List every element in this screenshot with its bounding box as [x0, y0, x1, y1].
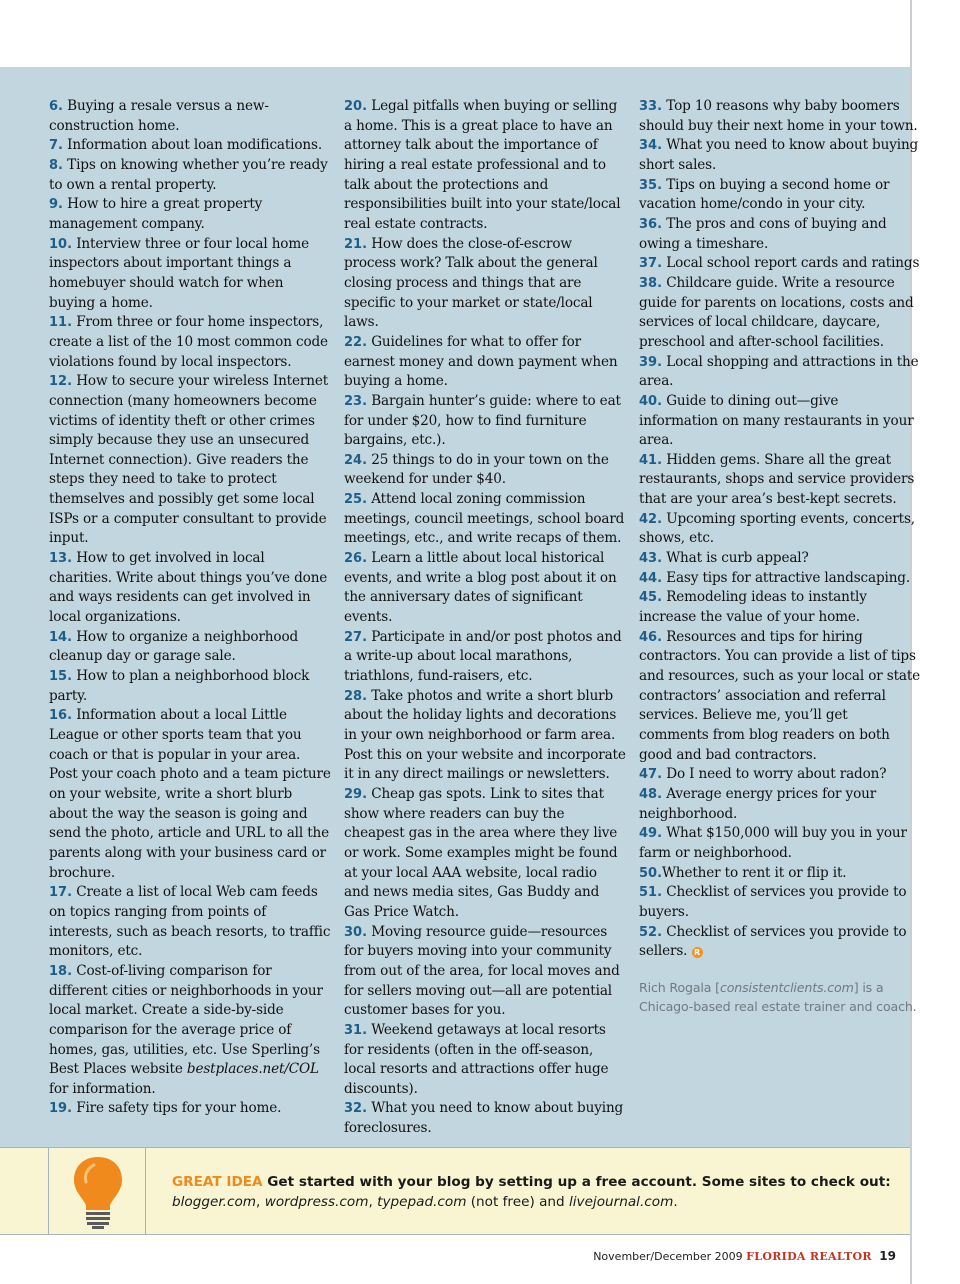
- item-number: 38.: [639, 275, 663, 291]
- item-number: 47.: [639, 767, 663, 783]
- item-number: 31.: [344, 1022, 368, 1038]
- list-item: 51. Checklist of services you provide to buyers.: [639, 884, 907, 920]
- list-item: 26. Learn a little about local historical events, and write a blog post about it on the anniversary dates of significant events.: [344, 550, 617, 626]
- item-number: 46.: [639, 629, 663, 645]
- list-item: 23. Bargain hunter’s guide: where to eat for under $20, how to find furniture bargains, etc.).: [344, 392, 621, 449]
- item-number: 18.: [49, 963, 73, 979]
- great-idea-sites: blogger.com, wordpress.com, typepad.com (not free) and livejournal.com.: [172, 1194, 678, 1210]
- item-number: 14.: [49, 629, 73, 645]
- great-idea-site: livejournal.com: [568, 1194, 674, 1210]
- list-item: 41. Hidden gems. Share all the great restaurants, shops and service providers that are your area’s best-kept secrets.: [639, 451, 915, 508]
- list-item: 22. Guidelines for what to offer for earnest money and down payment when buying a home.: [344, 333, 618, 390]
- item-number: 6.: [49, 99, 63, 114]
- footer-date: November/December 2009: [593, 1250, 743, 1263]
- item-number: 13.: [49, 551, 73, 567]
- item-number: 22.: [344, 334, 368, 350]
- item-number: 32.: [344, 1101, 368, 1117]
- item-number: 19.: [49, 1101, 73, 1117]
- item-number: 33.: [639, 99, 663, 114]
- great-idea-heading: GREAT IDEA: [172, 1174, 263, 1190]
- item-number: 48.: [639, 786, 663, 802]
- item-number: 43.: [639, 551, 663, 567]
- great-idea-site: typepad.com: [377, 1194, 467, 1210]
- list-item: 40. Guide to dining out—give information on many restaurants in your area.: [639, 392, 914, 449]
- footer-magazine: FLORIDA REALTOR: [746, 1250, 872, 1263]
- item-number: 17.: [49, 885, 73, 901]
- list-item: 42. Upcoming sporting events, concerts, shows, etc.: [639, 510, 915, 547]
- item-number: 45.: [639, 590, 663, 606]
- item-number: 39.: [639, 354, 663, 370]
- list-item: 33. Top 10 reasons why baby boomers should buy their next home in your town.: [639, 98, 918, 134]
- list-item: 29. Cheap gas spots. Link to sites that show where readers can buy the cheapest gas in the area where they live or work. Some examples might be found at your local AAA website, local radio and news media sites, Gas Buddy and Gas Price Watch.: [344, 785, 618, 920]
- list-item: 38. Childcare guide. Write a resource guide for parents on locations, costs and services of local childcare, daycare, preschool and after-school facilities.: [639, 274, 914, 350]
- list-item: 37. Local school report cards and ratings: [639, 255, 920, 272]
- item-number: 30.: [344, 924, 368, 940]
- page-number: 19: [879, 1249, 896, 1263]
- item-number: 35.: [639, 177, 663, 193]
- item-number: 8.: [49, 157, 63, 173]
- item-number: 36.: [639, 216, 663, 232]
- item-number: 37.: [639, 256, 663, 272]
- item-number: 27.: [344, 629, 368, 645]
- list-item: 7. Information about loan modifications.: [49, 137, 323, 154]
- list-item: 10. Interview three or four local home inspectors about important things a homebuyer should watch for when buying a home.: [49, 235, 309, 311]
- item-number: 50.: [639, 865, 663, 881]
- author-bio-site: consistentclients.com: [719, 979, 854, 995]
- item-number: 7.: [49, 138, 63, 154]
- item-number: 42.: [639, 511, 663, 527]
- author-bio-name: Rich Rogala [: [639, 979, 720, 995]
- item-number: 20.: [344, 99, 368, 114]
- column-3: [639, 97, 921, 1017]
- great-idea-site: blogger.com: [172, 1194, 257, 1210]
- item-number: 41.: [639, 452, 663, 468]
- item-number: 16.: [49, 708, 73, 724]
- great-idea-site: wordpress.com: [264, 1194, 369, 1210]
- item-number: 40.: [639, 393, 663, 409]
- great-idea-text: [172, 1172, 892, 1212]
- list-item: 39. Local shopping and attractions in the area.: [639, 353, 919, 390]
- list-item: 13. How to get involved in local charities. Write about things you’ve done and ways residents can get involved in local organizations.: [49, 550, 328, 626]
- item-number: 34.: [639, 138, 663, 154]
- list-item: 25. Attend local zoning commission meetings, council meetings, school board meetings, etc., and write recaps of them.: [344, 491, 625, 547]
- list-item: 11. From three or four home inspectors, create a list of the 10 most common code violations found by local inspectors.: [49, 314, 328, 370]
- author-bio-rest: ] is a Chicago-based real estate trainer and coach.: [639, 979, 917, 1015]
- list-item: 28. Take photos and write a short blurb about the holiday lights and decorations in your own neighborhood or farm area. Post this on your website and incorporate it in any direct mailings or newsletters.: [344, 687, 626, 783]
- item-number: 21.: [344, 236, 368, 252]
- list-item: 49. What $150,000 will buy you in your farm or neighborhood.: [639, 825, 907, 861]
- item-number: 15.: [49, 669, 73, 685]
- list-item: 24. 25 things to do in your town on the weekend for under $40.: [344, 451, 609, 488]
- item-link: bestplaces.net/COL: [186, 1061, 319, 1078]
- list-item: 44. Easy tips for attractive landscaping.: [639, 569, 911, 586]
- item-number: 25.: [344, 492, 368, 508]
- item-number: 10.: [49, 236, 73, 252]
- list-item: 27. Participate in and/or post photos and a write-up about local marathons, triathlons, fund-raisers, etc.: [344, 628, 622, 685]
- list-item: 19. Fire safety tips for your home.: [49, 1100, 282, 1117]
- realtor-end-mark-icon: R: [692, 947, 703, 958]
- item-number: 12.: [49, 374, 73, 390]
- list-item: 52. Checklist of services you provide to sellers. R: [639, 923, 907, 960]
- list-item: 36. The pros and cons of buying and owing a timeshare.: [639, 215, 887, 252]
- list-item: 17. Create a list of local Web cam feeds on topics ranging from points of interests, such as beach resorts, to traffic monitors, etc.: [49, 884, 331, 960]
- item-number: 29.: [344, 786, 368, 802]
- list-item: 8. Tips on knowing whether you’re ready to own a rental property.: [49, 156, 328, 193]
- item-number: 23.: [344, 393, 368, 409]
- item-number: 11.: [49, 315, 73, 331]
- author-bio: [639, 978, 921, 1017]
- list-item: 45. Remodeling ideas to instantly increase the value of your home.: [639, 589, 867, 626]
- list-item: 48. Average energy prices for your neighborhood.: [639, 785, 877, 822]
- page-footer: [593, 1249, 896, 1263]
- column-2: [344, 97, 626, 1139]
- item-number: 51.: [639, 885, 663, 901]
- list-item: 18. Cost-of-living comparison for different cities or neighborhoods in your local market. Create a side-by-side comparison for the average price of homes, gas, utilities, etc. Use Sperling’s Best Places website bestplaces.net/COL for information.: [49, 962, 323, 1097]
- list-item: 32. What you need to know about buying foreclosures.: [344, 1100, 624, 1137]
- list-item: 14. How to organize a neighborhood cleanup day or garage sale.: [49, 628, 299, 665]
- list-item: 6. Buying a resale versus a new-construction home.: [49, 98, 269, 134]
- list-item: 20. Legal pitfalls when buying or selling a home. This is a great place to have an attorney talk about the importance of hiring a real estate professional and to talk about the protections and responsibilities built into your state/local real estate contracts.: [344, 98, 621, 232]
- lightbulb-icon: [70, 1154, 126, 1230]
- list-item: 16. Information about a local Little League or other sports team that you coach or that is popular in your area. Post your coach photo and a team picture on your website, write a short blurb about the way the season is going and send the photo, article and URL to all the parents along with your business card or brochure.: [49, 707, 331, 881]
- great-idea-divider-left: [48, 1148, 49, 1235]
- item-number: 9.: [49, 197, 63, 213]
- list-item: 47. Do I need to worry about radon?: [639, 766, 887, 783]
- list-item: 21. How does the close-of-escrow process work? Talk about the general closing process and things that are specific to your market or state/local laws.: [344, 235, 598, 331]
- item-number: 52.: [639, 924, 663, 940]
- list-item: 15. How to plan a neighborhood block party.: [49, 668, 310, 704]
- great-idea-divider-right: [145, 1148, 146, 1235]
- item-number: 24.: [344, 452, 368, 468]
- list-item: 31. Weekend getaways at local resorts for residents (often in the off-season, local resorts and attractions offer huge discounts).: [344, 1021, 609, 1097]
- list-item: 30. Moving resource guide—resources for buyers moving into your community from out of the area, for local moves and for sellers moving out—all are potential customer bases for you.: [344, 923, 620, 1019]
- list-item: 9. How to hire a great property management company.: [49, 196, 263, 232]
- list-item: 50.Whether to rent it or flip it.: [639, 864, 847, 881]
- great-idea-box: [0, 1147, 910, 1235]
- list-item: 34. What you need to know about buying short sales.: [639, 137, 919, 173]
- great-idea-lead: Get started with your blog by setting up a free account. Some sites to check out:: [262, 1174, 891, 1190]
- column-1: [49, 97, 331, 1119]
- list-item: 35. Tips on buying a second home or vacation home/condo in your city.: [639, 176, 890, 213]
- list-item: 12. How to secure your wireless Internet connection (many homeowners become victims of identity theft or other crimes simply because they use an unsecured Internet connection). Give readers the steps they need to take to protect themselves and possibly get some local ISPs or a computer consultant to provide input.: [49, 373, 329, 547]
- item-number: 49.: [639, 826, 663, 842]
- item-number: 26.: [344, 551, 368, 567]
- list-item: 46. Resources and tips for hiring contractors. You can provide a list of tips and resources, such as your local or state contractors’ association and referral services. Believe me, you’ll get comments from blog readers on both good and bad contractors.: [639, 628, 921, 763]
- item-number: 44.: [639, 570, 663, 586]
- column-3-items: [639, 97, 921, 962]
- list-item: 43. What is curb appeal?: [639, 550, 809, 567]
- item-number: 28.: [344, 688, 368, 704]
